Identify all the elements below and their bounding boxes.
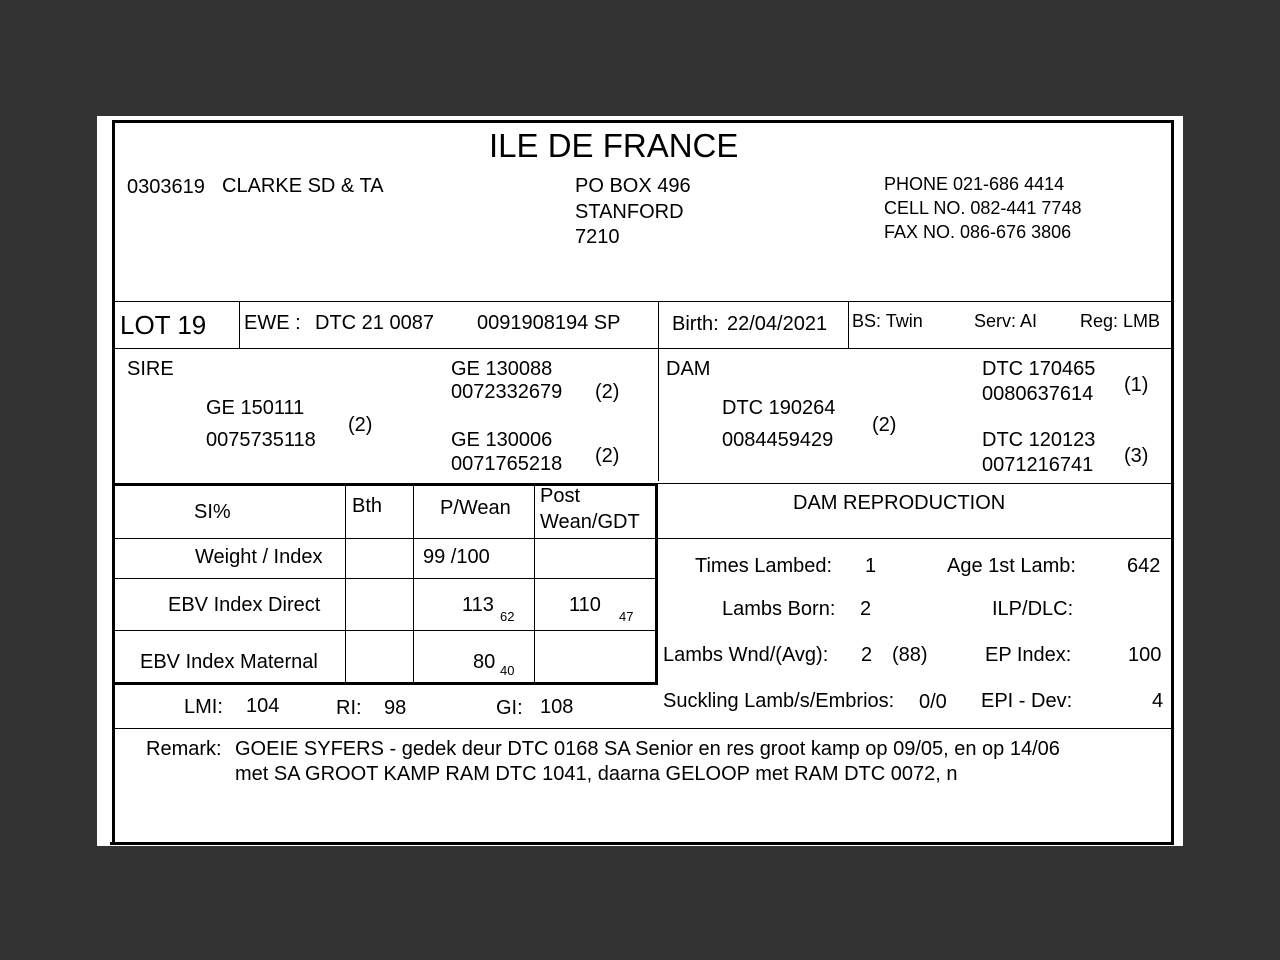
remark-line2: met SA GROOT KAMP RAM DTC 1041, daarna GELOOP met RAM DTC 0072, n	[235, 763, 958, 785]
registration: Reg: LMB	[1080, 311, 1161, 331]
epi-dev-label: EPI - Dev:	[981, 690, 1073, 712]
perf-box-right	[655, 484, 658, 683]
sire-sire-id: GE 130088	[451, 358, 553, 380]
divider-lot-v1	[239, 301, 240, 348]
ebv-direct-post: 110	[569, 594, 601, 616]
header-pwean: P/Wean	[440, 497, 511, 519]
ewe-label: EWE :	[244, 312, 301, 334]
phone: PHONE 021-686 4414	[884, 174, 1065, 194]
ebv-direct-label: EBV Index Direct	[168, 594, 321, 616]
sire-number: 0075735118	[206, 429, 316, 451]
ebv-maternal-pwean-acc: 40	[500, 663, 515, 678]
perf-row-line1	[115, 538, 1174, 539]
header-bth: Bth	[352, 495, 383, 517]
header-wean-gdt: Wean/GDT	[540, 511, 640, 533]
lambs-born-label: Lambs Born:	[722, 598, 836, 620]
lambs-weaned-avg: (88)	[892, 644, 928, 666]
perf-col-line2	[413, 486, 414, 682]
lmi-label: LMI:	[184, 696, 223, 718]
dam-dam-number: 0071216741	[982, 454, 1094, 476]
repro-title: DAM REPRODUCTION	[793, 492, 1006, 514]
divider-lot-v2	[658, 301, 659, 481]
weight-index-label: Weight / Index	[195, 546, 323, 568]
breed-title: ILE DE FRANCE	[489, 127, 739, 164]
ewe-number: 0091908194 SP	[477, 312, 621, 334]
birth-label: Birth:	[672, 313, 719, 335]
dam-grade: (2)	[872, 414, 897, 436]
birth-date: 22/04/2021	[727, 313, 828, 335]
sire-sire-number: 0072332679	[451, 381, 563, 403]
address-line3: 7210	[575, 226, 620, 248]
sale-card	[97, 116, 1183, 846]
ri-label: RI:	[336, 697, 362, 719]
ebv-maternal-label: EBV Index Maternal	[140, 651, 318, 673]
suckling-label: Suckling Lamb/s/Embrios:	[663, 690, 895, 712]
divider-lot-top	[112, 301, 1174, 302]
fax: FAX NO. 086-676 3806	[884, 222, 1072, 242]
header-post: Post	[540, 485, 581, 507]
sire-dam-grade: (2)	[595, 445, 620, 467]
dam-sire-number: 0080637614	[982, 383, 1094, 405]
birth-status: BS: Twin	[852, 311, 923, 331]
dam-sire-id: DTC 170465	[982, 358, 1096, 380]
age-first-lamb-label: Age 1st Lamb:	[947, 555, 1076, 577]
ebv-maternal-pwean: 80	[473, 651, 496, 673]
address-line1: PO BOX 496	[575, 175, 691, 197]
divider-lot-bottom	[112, 348, 1174, 349]
ebv-direct-pwean-acc: 62	[500, 609, 515, 624]
service-type: Serv: AI	[974, 311, 1038, 331]
sire-grade: (2)	[348, 414, 373, 436]
lambs-born-value: 2	[860, 598, 872, 620]
gi-label: GI:	[496, 697, 523, 719]
perf-box-bottom	[115, 682, 658, 685]
address-line2: STANFORD	[575, 201, 684, 223]
lot-number: LOT 19	[120, 310, 207, 340]
dam-id: DTC 190264	[722, 397, 836, 419]
indices-bottom-line	[112, 728, 658, 729]
lambs-weaned-value: 2	[861, 644, 873, 666]
sire-id: GE 150111	[206, 397, 305, 419]
ebv-direct-post-acc: 47	[619, 609, 634, 624]
dam-number: 0084459429	[722, 429, 834, 451]
perf-col-line3	[534, 486, 535, 682]
age-first-lamb-value: 642	[1127, 555, 1161, 577]
gi-value: 108	[540, 696, 574, 718]
times-lambed-value: 1	[865, 555, 877, 577]
header-si: SI%	[194, 501, 231, 523]
suckling-value: 0/0	[919, 691, 947, 713]
remark-label: Remark:	[146, 738, 222, 760]
dam-sire-grade: (1)	[1124, 374, 1149, 396]
times-lambed-label: Times Lambed:	[695, 555, 833, 577]
ep-index-label: EP Index:	[985, 644, 1072, 666]
remark-line1: GOEIE SYFERS - gedek deur DTC 0168 SA Senior en res groot kamp op 09/05, en op 14/06	[235, 738, 1060, 760]
sire-sire-grade: (2)	[595, 381, 620, 403]
divider-lot-v3	[848, 301, 849, 348]
owner-code: 0303619	[127, 176, 205, 198]
ewe-id: DTC 21 0087	[315, 312, 434, 334]
cell: CELL NO. 082-441 7748	[884, 198, 1082, 218]
sire-dam-number: 0071765218	[451, 453, 563, 475]
frame-bottom	[110, 842, 1172, 845]
weight-index-value: 99 /100	[423, 546, 490, 568]
ebv-direct-pwean: 113	[462, 594, 494, 616]
dam-dam-id: DTC 120123	[982, 429, 1096, 451]
ep-index-value: 100	[1128, 644, 1162, 666]
ilp-dlc-label: ILP/DLC:	[992, 598, 1074, 620]
epi-dev-value: 4	[1152, 690, 1164, 712]
perf-col-line1	[345, 486, 346, 682]
dam-dam-grade: (3)	[1124, 445, 1149, 467]
owner-name: CLARKE SD & TA	[222, 175, 384, 197]
repro-bottom-line	[658, 728, 1174, 729]
frame-top	[112, 120, 1174, 123]
lambs-weaned-label: Lambs Wnd/(Avg):	[663, 644, 829, 666]
sire-label: SIRE	[127, 358, 174, 380]
perf-row-line3	[115, 630, 657, 631]
dam-label: DAM	[666, 358, 711, 380]
sire-dam-id: GE 130006	[451, 429, 553, 451]
ri-value: 98	[384, 697, 407, 719]
perf-row-line2	[115, 578, 657, 579]
lmi-value: 104	[246, 695, 280, 717]
